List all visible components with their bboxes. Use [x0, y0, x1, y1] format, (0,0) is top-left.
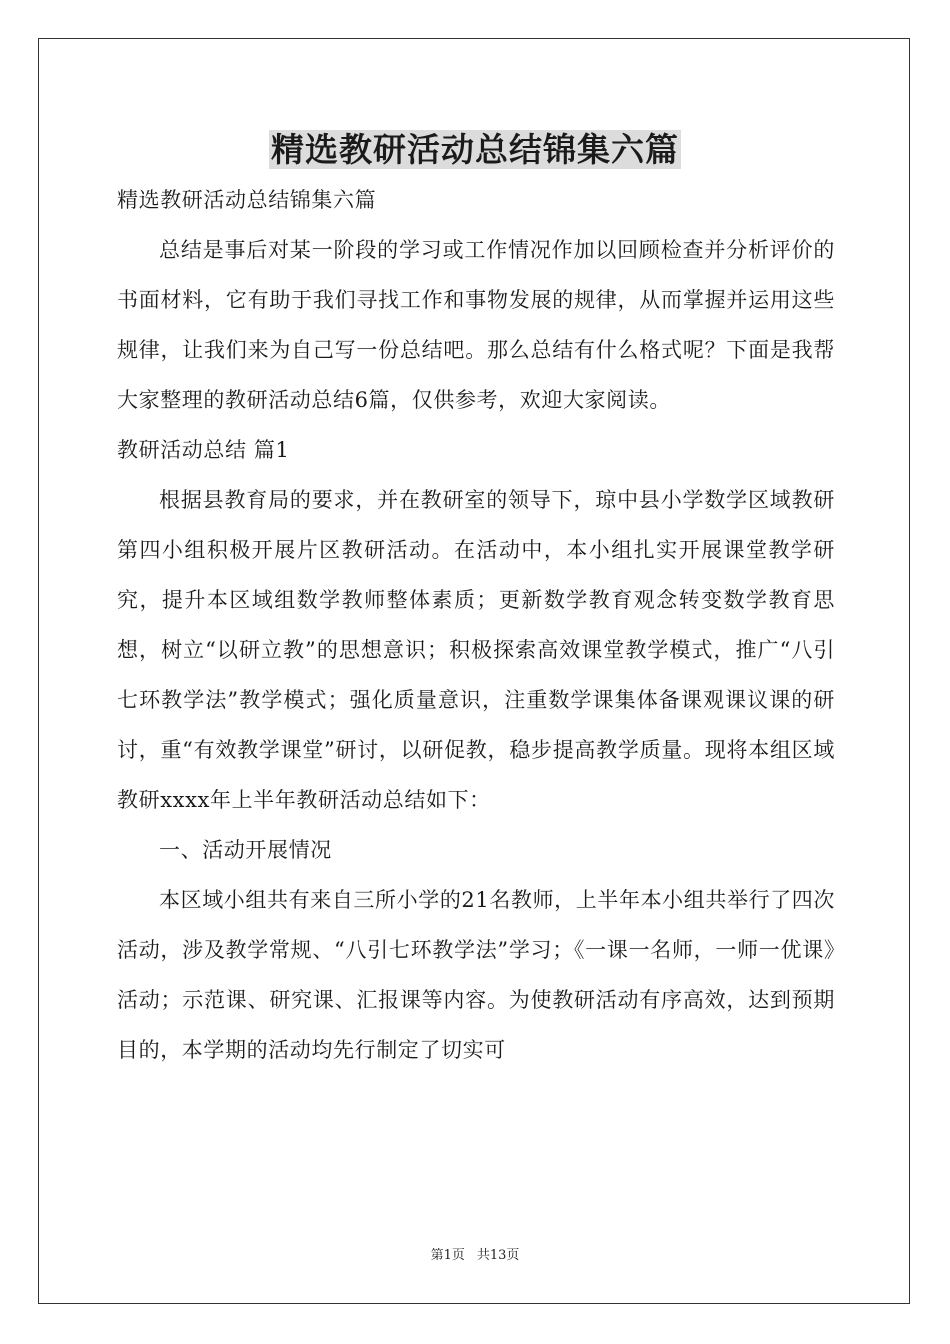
document-title	[0, 125, 950, 175]
subheading-activity-overview: 一、活动开展情况	[159, 838, 332, 862]
page-number: 第1页	[430, 1248, 465, 1263]
document-title-text: 精选教研活动总结锦集六篇	[271, 130, 679, 169]
document-subtitle: 精选教研活动总结锦集六篇	[117, 188, 377, 212]
paragraph-intro: 总结是事后对某一阶段的学习或工作情况作加以回顾检查并分析评价的书面材料，它有助于我们寻找工作和事物发展的规律，从而掌握并运用这些规律，让我们来为自己写一份总结吧。那么总结有什么格式呢？下面是我帮大家整理的教研活动总结6篇，仅供参考，欢迎大家阅读。	[117, 238, 835, 412]
page-footer	[0, 1246, 950, 1266]
paragraph-activity-overview: 本区域小组共有来自三所小学的21名教师，上半年本小组共举行了四次活动，涉及教学常规、“八引七环教学法”学习；《一课一名师，一师一优课》活动；示范课、研究课、汇报课等内容。为使教研活动有序高效，达到预期目的，本学期的活动均先行制定了切实可	[117, 888, 835, 1062]
section-heading-1: 教研活动总结 篇1	[117, 438, 290, 462]
document-body	[117, 175, 835, 1075]
page-total: 共13页	[476, 1248, 520, 1263]
paragraph-section-1: 根据县教育局的要求，并在教研室的领导下，琼中县小学数学区域教研第四小组积极开展片区教研活动。在活动中，本小组扎实开展课堂教学研究，提升本区域组数学教师整体素质；更新数学教育观念转变数学教育思想，树立“以研立教”的思想意识；积极探索高效课堂教学模式，推广“八引七环教学法”教学模式；强化质量意识，注重数学课集体备课观课议课的研讨，重“有效教学课堂”研讨，以研促教，稳步提高教学质量。现将本组区域教研xxxx年上半年教研活动总结如下：	[117, 488, 835, 812]
